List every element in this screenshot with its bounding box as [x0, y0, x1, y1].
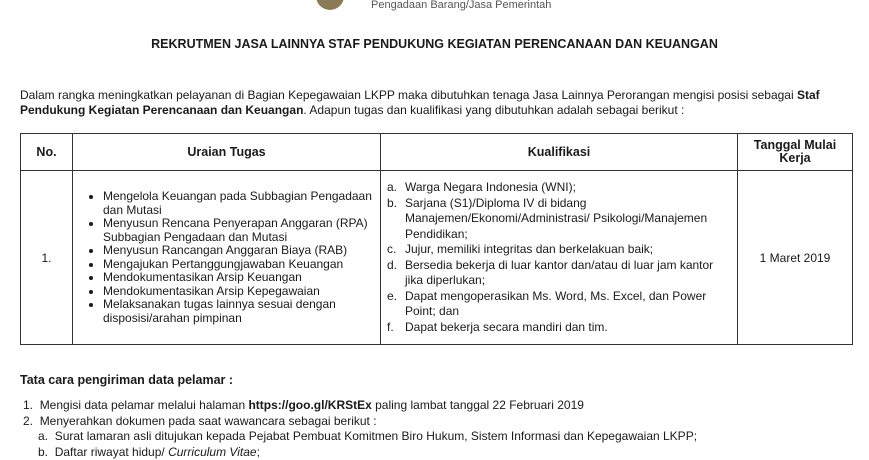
item-letter: b. — [387, 196, 405, 243]
item-text: Bersedia bekerja di luar kantor dan/atau di luar jam kantor jika diperlukan; — [405, 258, 733, 289]
tugas-item: • Mendokumentasikan Arsip Kepegawaian — [103, 285, 376, 299]
step-2b — [23, 445, 697, 460]
item-text: Jujur, memiliki integritas dan berkelakuan baik; — [405, 242, 653, 258]
form-link[interactable]: https://goo.gl/KRStEx — [248, 398, 371, 412]
step-letter: b. — [38, 445, 48, 459]
step-text: Daftar riwayat hidup/ — [55, 445, 168, 459]
step-text: Mengisi data pelamar melalui halaman — [40, 398, 249, 412]
kualifikasi-list — [387, 180, 733, 335]
intro-paragraph — [20, 88, 860, 118]
item-text: Dapat mengoperasikan Ms. Word, Ms. Excel, dan Power Point; dan — [405, 289, 733, 320]
step-2a — [23, 429, 697, 445]
step-1 — [23, 398, 697, 414]
header-kualifikasi: Kualifikasi — [381, 134, 738, 171]
tugas-item: • Melaksanakan tugas lainnya sesuai dengan disposisi/arahan pimpinan — [103, 298, 376, 325]
header-tugas: Uraian Tugas — [73, 134, 381, 171]
step-text: paling lambat tanggal 22 Februari 2019 — [372, 398, 584, 412]
step-end: ; — [257, 445, 260, 459]
item-letter: d. — [387, 258, 405, 289]
table-header — [21, 134, 853, 171]
kualifikasi-item — [387, 196, 733, 243]
tugas-item: • Mengelola Keuangan pada Subbagian Pengadaan dan Mutasi — [103, 190, 376, 217]
step-text: Menyerahkan dokumen pada saat wawancara sebagai berikut : — [40, 414, 377, 428]
cell-tugas — [73, 171, 381, 345]
cell-tanggal: 1 Maret 2019 — [738, 171, 853, 345]
step-letter: a. — [38, 429, 48, 443]
item-text: Dapat bekerja secara mandiri dan tim. — [405, 320, 608, 336]
kualifikasi-item — [387, 242, 733, 258]
tugas-item: • Mendokumentasikan Arsip Keuangan — [103, 271, 376, 285]
intro-text: Dalam rangka meningkatkan pelayanan di Bagian Kepegawaian LKPP maka dibutuhkan tenaga Jasa Lainnya Perorangan mengisi posisi sebagai — [20, 88, 797, 102]
position-name: Staf Pendukung Kegiatan Perencanaan dan Keuangan — [20, 88, 820, 117]
table-row — [21, 171, 853, 345]
item-text: Warga Negara Indonesia (WNI); — [405, 180, 576, 196]
cell-kualifikasi — [381, 171, 738, 345]
tugas-list — [77, 190, 376, 325]
step-2 — [23, 414, 697, 430]
section-title: Tata cara pengiriman data pelamar : — [20, 373, 233, 387]
intro-rest: . Adapun tugas dan kualifikasi yang dibutuhkan adalah sebagai berikut : — [303, 103, 684, 117]
header-no: No. — [21, 134, 73, 171]
step-number: 1. — [23, 398, 33, 412]
tugas-item: • Menyusun Rencana Penyerapan Anggaran (RPA) Subbagian Pengadaan dan Mutasi — [103, 217, 376, 244]
step-text: Surat lamaran asli ditujukan kepada Pejabat Pembuat Komitmen Biro Hukum, Sistem Informasi dan Kepegawaian LKPP; — [55, 429, 697, 443]
item-letter: f. — [387, 320, 405, 336]
kualifikasi-item — [387, 180, 733, 196]
kualifikasi-item — [387, 320, 733, 336]
cell-no: 1. — [21, 171, 73, 345]
item-letter: c. — [387, 242, 405, 258]
header-tanggal: Tanggal Mulai Kerja — [738, 134, 853, 171]
page-title: REKRUTMEN JASA LAINNYA STAF PENDUKUNG KEGIATAN PERENCANAAN DAN KEUANGAN — [0, 37, 869, 51]
item-letter: a. — [387, 180, 405, 196]
tugas-item: • Mengajukan Pertanggungjawaban Keuangan — [103, 258, 376, 272]
item-letter: e. — [387, 289, 405, 320]
step-italic: Curriculum Vitae — [168, 445, 256, 459]
job-table — [20, 133, 853, 345]
lkpp-logo — [316, 0, 344, 10]
org-name: Pengadaan Barang/Jasa Pemerintah — [371, 0, 551, 11]
kualifikasi-item — [387, 289, 733, 320]
step-number: 2. — [23, 414, 33, 428]
steps-list — [23, 398, 697, 460]
tugas-item: • Menyusun Rancangan Anggaran Biaya (RAB) — [103, 244, 376, 258]
kualifikasi-item — [387, 258, 733, 289]
item-text: Sarjana (S1)/Diploma IV di bidang Manajemen/Ekonomi/Administrasi/ Psikologi/Manajemen Pendidikan; — [405, 196, 733, 243]
